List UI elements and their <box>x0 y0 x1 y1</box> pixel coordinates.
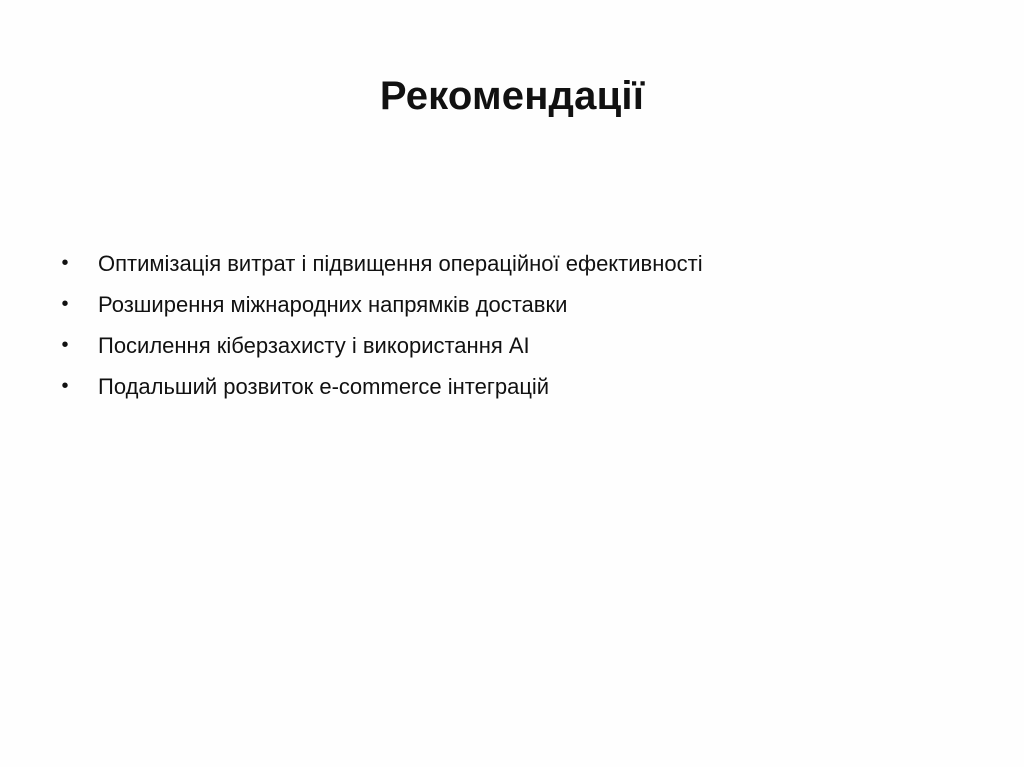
bullet-item <box>58 284 958 325</box>
bullet-item <box>58 366 958 407</box>
bullet-list <box>58 243 958 407</box>
bullet-icon: • <box>61 293 69 315</box>
bullet-item <box>58 325 958 366</box>
bullet-text: Оптимізація витрат і підвищення операційної ефективності <box>98 251 703 276</box>
slide-title: Рекомендації <box>379 74 645 118</box>
bullet-text: Посилення кіберзахисту і використання AI <box>98 333 530 358</box>
bullet-item <box>58 243 958 284</box>
bullet-text: Розширення міжнародних напрямків доставки <box>98 292 568 317</box>
bullet-icon: • <box>61 375 69 397</box>
bullet-icon: • <box>61 252 69 274</box>
bullet-text: Подальший розвиток e-commerce інтеграцій <box>98 374 550 399</box>
bullet-icon: • <box>61 334 69 356</box>
